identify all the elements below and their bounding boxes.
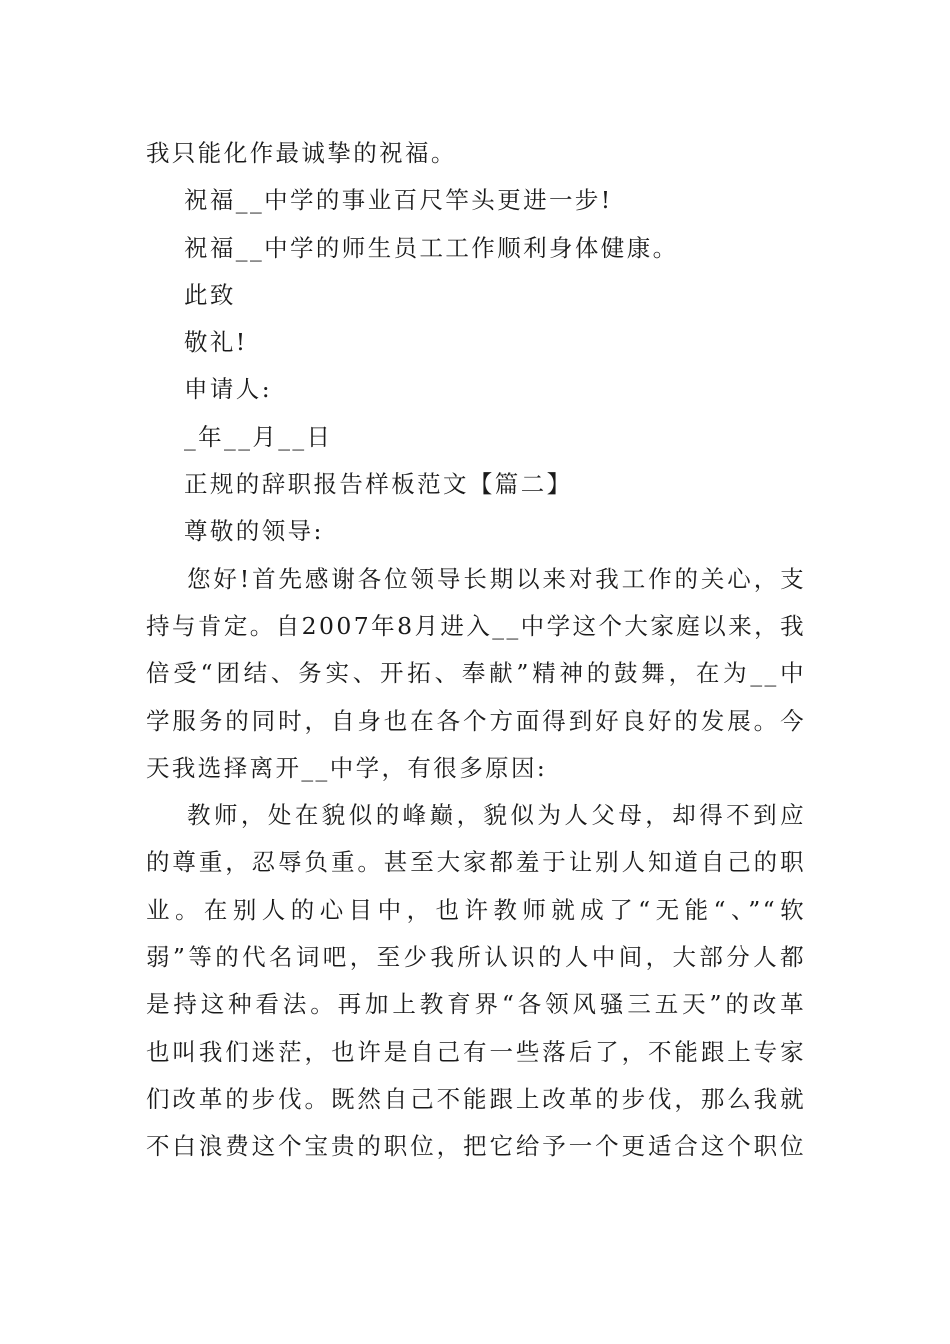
paragraph-line: 也叫我们迷茫，也许是自己有一些落后了，不能跟上专家 xyxy=(146,1037,806,1066)
paragraph-line: 教师，处在貌似的峰巅，貌似为人父母，却得不到应 xyxy=(187,801,806,830)
paragraph-line: 弱”等的代名词吧，至少我所认识的人中间，大部分人都 xyxy=(146,943,806,972)
paragraph-line: 您好!首先感谢各位领导长期以来对我工作的关心，支 xyxy=(187,564,806,593)
paragraph-line: 天我选择离开__中学，有很多原因: xyxy=(146,753,548,782)
paragraph-line: 是持这种看法。再加上教育界“各领风骚三五天”的改革 xyxy=(146,990,806,1019)
text-line: 祝福__中学的师生员工工作顺利身体健康。 xyxy=(184,233,679,262)
text-line: 我只能化作最诚挚的祝福。 xyxy=(146,139,457,167)
section-heading: 正规的辞职报告样板范文【篇二】 xyxy=(184,470,573,499)
paragraph-line: 不白浪费这个宝贵的职位，把它给予一个更适合这个职位 xyxy=(146,1132,806,1161)
document-body xyxy=(146,130,806,1171)
salutation-line: 此致 xyxy=(184,280,236,309)
paragraph-line: 业。在别人的心目中，也许教师就成了“无能“、”“软 xyxy=(146,895,806,924)
salutation-line: 敬礼! xyxy=(184,328,248,357)
date-line: _年__月__日 xyxy=(184,422,333,451)
applicant-line: 申请人: xyxy=(184,375,273,404)
greeting-line: 尊敬的领导: xyxy=(184,517,324,546)
paragraph-line: 们改革的步伐。既然自己不能跟上改革的步伐，那么我就 xyxy=(146,1084,806,1113)
paragraph-line: 倍受“团结、务实、开拓、奉献”精神的鼓舞，在为__中 xyxy=(146,659,806,688)
paragraph-line: 的尊重，忍辱负重。甚至大家都羞于让别人知道自己的职 xyxy=(146,848,806,877)
paragraph-line: 学服务的同时，自身也在各个方面得到好良好的发展。今 xyxy=(146,706,806,735)
text-line: 祝福__中学的事业百尺竿头更进一步! xyxy=(184,186,613,215)
paragraph-line: 持与肯定。自2007年8月进入__中学这个大家庭以来，我 xyxy=(146,611,806,640)
